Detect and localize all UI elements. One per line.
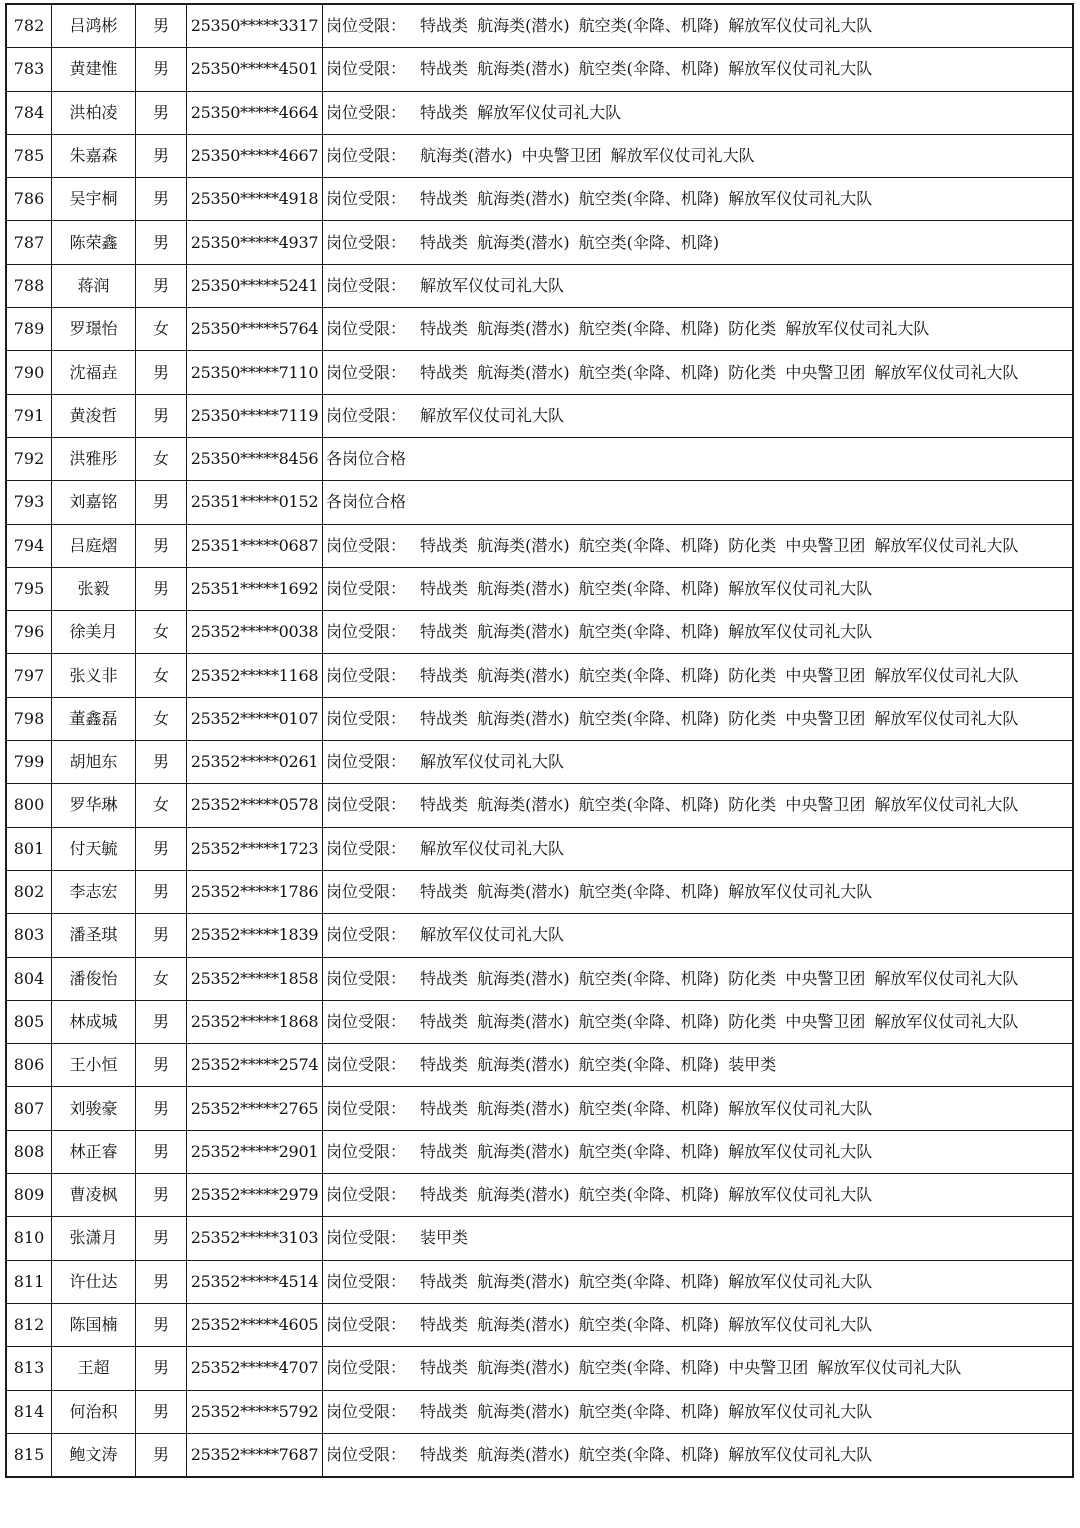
name-cell: 罗璟怡: [52, 308, 136, 351]
restricted-categories: 特战类 航海类(潜水) 航空类(伞降、机降) 防化类 中央警卫团 解放军仪仗司礼大队: [420, 362, 1019, 382]
restricted-categories: 特战类 航海类(潜水) 航空类(伞降、机降) 防化类 中央警卫团 解放军仪仗司礼大队: [420, 708, 1019, 728]
name-cell: 张毅: [52, 567, 136, 610]
id-number-cell: 25350*****5241: [187, 264, 323, 307]
status-label: 岗位受限：: [326, 232, 407, 252]
row-number-cell: 784: [6, 91, 52, 134]
row-number-cell: 813: [6, 1347, 52, 1390]
status-cell: [323, 1174, 1074, 1217]
status-cell: [323, 4, 1074, 48]
status-label: 岗位受限：: [326, 189, 407, 209]
name-cell: 林成城: [52, 1000, 136, 1043]
id-number-cell: 25350*****4501: [187, 48, 323, 91]
gender-cell: 男: [136, 914, 187, 957]
status-label: 岗位受限：: [326, 102, 407, 122]
table-row: [6, 1217, 1073, 1260]
restricted-categories: 特战类 解放军仪仗司礼大队: [420, 102, 622, 122]
name-cell: 洪柏凌: [52, 91, 136, 134]
status-label: 岗位受限：: [326, 1444, 407, 1464]
name-cell: 朱嘉森: [52, 134, 136, 177]
restricted-categories: 特战类 航海类(潜水) 航空类(伞降、机降) 防化类 中央警卫团 解放军仪仗司礼大队: [420, 1011, 1019, 1031]
table-row: [6, 134, 1073, 177]
id-number-cell: 25352*****1868: [187, 1000, 323, 1043]
restricted-categories: 特战类 航海类(潜水) 航空类(伞降、机降) 防化类 中央警卫团 解放军仪仗司礼大队: [420, 968, 1019, 988]
status-cell: [323, 1044, 1074, 1087]
restricted-categories: 特战类 航海类(潜水) 航空类(伞降、机降) 解放军仪仗司礼大队: [420, 1098, 873, 1118]
id-number-cell: 25352*****1858: [187, 957, 323, 1000]
row-number-cell: 797: [6, 654, 52, 697]
row-number-cell: 798: [6, 697, 52, 740]
name-cell: 王超: [52, 1347, 136, 1390]
gender-cell: 男: [136, 134, 187, 177]
status-cell: [323, 221, 1074, 264]
gender-cell: 男: [136, 178, 187, 221]
status-label: 岗位受限：: [326, 16, 407, 36]
table-row: [6, 870, 1073, 913]
status-label: 岗位受限：: [326, 752, 407, 772]
status-cell: [323, 870, 1074, 913]
id-number-cell: 25350*****7110: [187, 351, 323, 394]
id-number-cell: 25350*****4918: [187, 178, 323, 221]
id-number-cell: 25350*****7119: [187, 394, 323, 437]
table-row: [6, 741, 1073, 784]
status-cell: [323, 567, 1074, 610]
table-row: [6, 1260, 1073, 1303]
table-row: [6, 1000, 1073, 1043]
status-label: 岗位受限：: [326, 1098, 407, 1118]
name-cell: 付天毓: [52, 827, 136, 870]
name-cell: 刘嘉铭: [52, 481, 136, 524]
name-cell: 王小恒: [52, 1044, 136, 1087]
status-label: 岗位受限：: [326, 1271, 407, 1291]
restricted-categories: 特战类 航海类(潜水) 航空类(伞降、机降): [420, 232, 720, 252]
row-number-cell: 788: [6, 264, 52, 307]
table-row: [6, 4, 1073, 48]
status-label: 岗位受限：: [326, 925, 407, 945]
table-row: [6, 48, 1073, 91]
row-number-cell: 789: [6, 308, 52, 351]
name-cell: 张潇月: [52, 1217, 136, 1260]
status-cell: [323, 741, 1074, 784]
results-table: [5, 3, 1074, 1478]
row-number-cell: 799: [6, 741, 52, 784]
id-number-cell: 25352*****2765: [187, 1087, 323, 1130]
table-row: [6, 394, 1073, 437]
status-label: 岗位受限：: [326, 968, 407, 988]
restricted-categories: 装甲类: [420, 1228, 469, 1248]
name-cell: 许仕达: [52, 1260, 136, 1303]
name-cell: 张义非: [52, 654, 136, 697]
status-label: 岗位受限：: [326, 275, 407, 295]
gender-cell: 男: [136, 827, 187, 870]
status-cell: [323, 1390, 1074, 1433]
status-cell: [323, 697, 1074, 740]
status-cell: [323, 784, 1074, 827]
status-cell: [323, 1303, 1074, 1346]
table-row: [6, 611, 1073, 654]
status-cell: [323, 827, 1074, 870]
status-cell: [323, 1347, 1074, 1390]
gender-cell: 男: [136, 1087, 187, 1130]
row-number-cell: 795: [6, 567, 52, 610]
gender-cell: 男: [136, 4, 187, 48]
table-row: [6, 264, 1073, 307]
gender-cell: 女: [136, 437, 187, 480]
gender-cell: 男: [136, 1000, 187, 1043]
status-cell: [323, 394, 1074, 437]
gender-cell: 女: [136, 784, 187, 827]
gender-cell: 男: [136, 524, 187, 567]
gender-cell: 男: [136, 264, 187, 307]
table-body: [6, 4, 1073, 1477]
name-cell: 洪雅彤: [52, 437, 136, 480]
gender-cell: 女: [136, 611, 187, 654]
id-number-cell: 25352*****0038: [187, 611, 323, 654]
table-row: [6, 567, 1073, 610]
name-cell: 吴宇桐: [52, 178, 136, 221]
name-cell: 潘俊怡: [52, 957, 136, 1000]
status-cell: [323, 654, 1074, 697]
row-number-cell: 786: [6, 178, 52, 221]
row-number-cell: 808: [6, 1130, 52, 1173]
row-number-cell: 787: [6, 221, 52, 264]
row-number-cell: 806: [6, 1044, 52, 1087]
status-label: 岗位受限：: [326, 708, 407, 728]
status-label: 岗位受限：: [326, 1055, 407, 1075]
gender-cell: 男: [136, 1044, 187, 1087]
table-row: [6, 827, 1073, 870]
id-number-cell: 25352*****2979: [187, 1174, 323, 1217]
gender-cell: 男: [136, 481, 187, 524]
id-number-cell: 25352*****3103: [187, 1217, 323, 1260]
name-cell: 徐美月: [52, 611, 136, 654]
gender-cell: 男: [136, 1347, 187, 1390]
id-number-cell: 25352*****4605: [187, 1303, 323, 1346]
row-number-cell: 800: [6, 784, 52, 827]
row-number-cell: 812: [6, 1303, 52, 1346]
gender-cell: 男: [136, 1390, 187, 1433]
gender-cell: 男: [136, 1130, 187, 1173]
id-number-cell: 25350*****4937: [187, 221, 323, 264]
id-number-cell: 25352*****1723: [187, 827, 323, 870]
status-label: 岗位受限：: [326, 622, 407, 642]
gender-cell: 男: [136, 1217, 187, 1260]
name-cell: 陈国楠: [52, 1303, 136, 1346]
table-row: [6, 524, 1073, 567]
gender-cell: 男: [136, 91, 187, 134]
status-label: 各岗位合格: [326, 449, 407, 469]
row-number-cell: 794: [6, 524, 52, 567]
status-cell: [323, 914, 1074, 957]
row-number-cell: 809: [6, 1174, 52, 1217]
table-row: [6, 1130, 1073, 1173]
id-number-cell: 25350*****8456: [187, 437, 323, 480]
restricted-categories: 特战类 航海类(潜水) 航空类(伞降、机降) 解放军仪仗司礼大队: [420, 622, 873, 642]
row-number-cell: 804: [6, 957, 52, 1000]
status-label: 岗位受限：: [326, 1141, 407, 1161]
row-number-cell: 782: [6, 4, 52, 48]
id-number-cell: 25352*****1839: [187, 914, 323, 957]
gender-cell: 男: [136, 351, 187, 394]
restricted-categories: 特战类 航海类(潜水) 航空类(伞降、机降) 防化类 中央警卫团 解放军仪仗司礼大队: [420, 795, 1019, 815]
status-label: 岗位受限：: [326, 579, 407, 598]
restricted-categories: 特战类 航海类(潜水) 航空类(伞降、机降) 解放军仪仗司礼大队: [420, 1315, 873, 1335]
gender-cell: 男: [136, 567, 187, 610]
table-row: [6, 1174, 1073, 1217]
status-cell: [323, 1000, 1074, 1043]
status-cell: [323, 1087, 1074, 1130]
table-row: [6, 1433, 1073, 1477]
gender-cell: 男: [136, 1260, 187, 1303]
restricted-categories: 特战类 航海类(潜水) 航空类(伞降、机降) 解放军仪仗司礼大队: [420, 882, 873, 902]
table-row: [6, 91, 1073, 134]
name-cell: 董鑫磊: [52, 697, 136, 740]
gender-cell: 男: [136, 1303, 187, 1346]
restricted-categories: 特战类 航海类(潜水) 航空类(伞降、机降) 解放军仪仗司礼大队: [420, 189, 873, 209]
id-number-cell: 25352*****0107: [187, 697, 323, 740]
row-number-cell: 792: [6, 437, 52, 480]
restricted-categories: 特战类 航海类(潜水) 航空类(伞降、机降) 中央警卫团 解放军仪仗司礼大队: [420, 1358, 962, 1378]
gender-cell: 女: [136, 654, 187, 697]
gender-cell: 男: [136, 221, 187, 264]
status-label: 岗位受限：: [326, 882, 407, 902]
table-row: [6, 1087, 1073, 1130]
name-cell: 何治积: [52, 1390, 136, 1433]
status-cell: [323, 134, 1074, 177]
gender-cell: 男: [136, 870, 187, 913]
table-row: [6, 178, 1073, 221]
row-number-cell: 807: [6, 1087, 52, 1130]
table-row: [6, 351, 1073, 394]
status-label: 岗位受限：: [326, 59, 407, 79]
row-number-cell: 796: [6, 611, 52, 654]
id-number-cell: 25352*****0261: [187, 741, 323, 784]
status-label: 岗位受限：: [326, 665, 407, 685]
row-number-cell: 791: [6, 394, 52, 437]
table-row: [6, 308, 1073, 351]
restricted-categories: 特战类 航海类(潜水) 航空类(伞降、机降) 解放军仪仗司礼大队: [420, 1141, 873, 1161]
restricted-categories: 解放军仪仗司礼大队: [420, 275, 565, 295]
id-number-cell: 25352*****1168: [187, 654, 323, 697]
gender-cell: 男: [136, 1433, 187, 1477]
restricted-categories: 解放军仪仗司礼大队: [420, 405, 565, 425]
name-cell: 黄浚哲: [52, 394, 136, 437]
table-row: [6, 914, 1073, 957]
restricted-categories: 特战类 航海类(潜水) 航空类(伞降、机降) 解放军仪仗司礼大队: [420, 59, 873, 79]
row-number-cell: 793: [6, 481, 52, 524]
row-number-cell: 814: [6, 1390, 52, 1433]
row-number-cell: 790: [6, 351, 52, 394]
gender-cell: 女: [136, 697, 187, 740]
row-number-cell: 783: [6, 48, 52, 91]
name-cell: 沈福垚: [52, 351, 136, 394]
status-cell: [323, 957, 1074, 1000]
row-number-cell: 803: [6, 914, 52, 957]
id-number-cell: 25352*****4514: [187, 1260, 323, 1303]
restricted-categories: 特战类 航海类(潜水) 航空类(伞降、机降) 装甲类: [420, 1055, 777, 1075]
id-number-cell: 25352*****1786: [187, 870, 323, 913]
status-label: 岗位受限：: [326, 838, 407, 858]
restricted-categories: 特战类 航海类(潜水) 航空类(伞降、机降) 防化类 中央警卫团 解放军仪仗司礼大队: [420, 535, 1019, 555]
status-label: 岗位受限：: [326, 1185, 407, 1205]
table-row: [6, 697, 1073, 740]
restricted-categories: 特战类 航海类(潜水) 航空类(伞降、机降) 解放军仪仗司礼大队: [420, 579, 873, 598]
status-cell: [323, 264, 1074, 307]
restricted-categories: 特战类 航海类(潜水) 航空类(伞降、机降) 解放军仪仗司礼大队: [420, 1271, 873, 1291]
status-cell: [323, 91, 1074, 134]
id-number-cell: 25351*****1692: [187, 567, 323, 610]
restricted-categories: 航海类(潜水) 中央警卫团 解放军仪仗司礼大队: [420, 146, 755, 166]
table-row: [6, 654, 1073, 697]
id-number-cell: 25350*****4667: [187, 134, 323, 177]
name-cell: 林正睿: [52, 1130, 136, 1173]
restricted-categories: 特战类 航海类(潜水) 航空类(伞降、机降) 防化类 中央警卫团 解放军仪仗司礼大队: [420, 665, 1019, 685]
restricted-categories: 特战类 航海类(潜水) 航空类(伞降、机降) 解放军仪仗司礼大队: [420, 1185, 873, 1205]
restricted-categories: 特战类 航海类(潜水) 航空类(伞降、机降) 解放军仪仗司礼大队: [420, 16, 873, 36]
name-cell: 吕鸿彬: [52, 4, 136, 48]
status-label: 岗位受限：: [326, 146, 407, 166]
restricted-categories: 特战类 航海类(潜水) 航空类(伞降、机降) 防化类 解放军仪仗司礼大队: [420, 319, 930, 339]
status-cell: [323, 524, 1074, 567]
table-row: [6, 784, 1073, 827]
id-number-cell: 25351*****0687: [187, 524, 323, 567]
id-number-cell: 25350*****3317: [187, 4, 323, 48]
name-cell: 胡旭东: [52, 741, 136, 784]
name-cell: 曹凌枫: [52, 1174, 136, 1217]
status-cell: [323, 48, 1074, 91]
restricted-categories: 特战类 航海类(潜水) 航空类(伞降、机降) 解放军仪仗司礼大队: [420, 1401, 873, 1421]
gender-cell: 男: [136, 48, 187, 91]
gender-cell: 女: [136, 308, 187, 351]
status-label: 岗位受限：: [326, 405, 407, 425]
name-cell: 陈荣鑫: [52, 221, 136, 264]
name-cell: 黄建惟: [52, 48, 136, 91]
row-number-cell: 801: [6, 827, 52, 870]
table-row: [6, 1390, 1073, 1433]
id-number-cell: 25352*****2574: [187, 1044, 323, 1087]
table-row: [6, 1044, 1073, 1087]
table-row: [6, 221, 1073, 264]
status-label: 各岗位合格: [326, 492, 407, 512]
status-cell: [323, 1433, 1074, 1477]
status-label: 岗位受限：: [326, 1228, 407, 1248]
id-number-cell: 25351*****0152: [187, 481, 323, 524]
table-row: [6, 957, 1073, 1000]
id-number-cell: 25350*****5764: [187, 308, 323, 351]
status-cell: [323, 308, 1074, 351]
row-number-cell: 810: [6, 1217, 52, 1260]
gender-cell: 女: [136, 957, 187, 1000]
id-number-cell: 25352*****2901: [187, 1130, 323, 1173]
name-cell: 刘骏豪: [52, 1087, 136, 1130]
id-number-cell: 25352*****5792: [187, 1390, 323, 1433]
id-number-cell: 25350*****4664: [187, 91, 323, 134]
name-cell: 潘圣琪: [52, 914, 136, 957]
name-cell: 李志宏: [52, 870, 136, 913]
gender-cell: 男: [136, 1174, 187, 1217]
status-cell: [323, 437, 1074, 480]
status-label: 岗位受限：: [326, 795, 407, 815]
restricted-categories: 特战类 航海类(潜水) 航空类(伞降、机降) 解放军仪仗司礼大队: [420, 1444, 873, 1464]
id-number-cell: 25352*****4707: [187, 1347, 323, 1390]
restricted-categories: 解放军仪仗司礼大队: [420, 838, 565, 858]
status-cell: [323, 178, 1074, 221]
table-row: [6, 1303, 1073, 1346]
gender-cell: 男: [136, 741, 187, 784]
name-cell: 鲍文涛: [52, 1433, 136, 1477]
id-number-cell: 25352*****0578: [187, 784, 323, 827]
row-number-cell: 802: [6, 870, 52, 913]
status-label: 岗位受限：: [326, 319, 407, 339]
name-cell: 吕庭熠: [52, 524, 136, 567]
status-label: 岗位受限：: [326, 1011, 407, 1031]
status-label: 岗位受限：: [326, 1401, 407, 1421]
status-label: 岗位受限：: [326, 1315, 407, 1335]
row-number-cell: 785: [6, 134, 52, 177]
restricted-categories: 解放军仪仗司礼大队: [420, 925, 565, 945]
status-cell: [323, 481, 1074, 524]
table-row: [6, 481, 1073, 524]
status-cell: [323, 351, 1074, 394]
table-row: [6, 437, 1073, 480]
status-cell: [323, 1130, 1074, 1173]
id-number-cell: 25352*****7687: [187, 1433, 323, 1477]
row-number-cell: 811: [6, 1260, 52, 1303]
status-label: 岗位受限：: [326, 362, 407, 382]
gender-cell: 男: [136, 394, 187, 437]
row-number-cell: 805: [6, 1000, 52, 1043]
status-label: 岗位受限：: [326, 1358, 407, 1378]
name-cell: 蒋润: [52, 264, 136, 307]
status-cell: [323, 611, 1074, 654]
restricted-categories: 解放军仪仗司礼大队: [420, 752, 565, 772]
status-cell: [323, 1260, 1074, 1303]
name-cell: 罗华琳: [52, 784, 136, 827]
status-label: 岗位受限：: [326, 535, 407, 555]
table-row: [6, 1347, 1073, 1390]
status-cell: [323, 1217, 1074, 1260]
row-number-cell: 815: [6, 1433, 52, 1477]
